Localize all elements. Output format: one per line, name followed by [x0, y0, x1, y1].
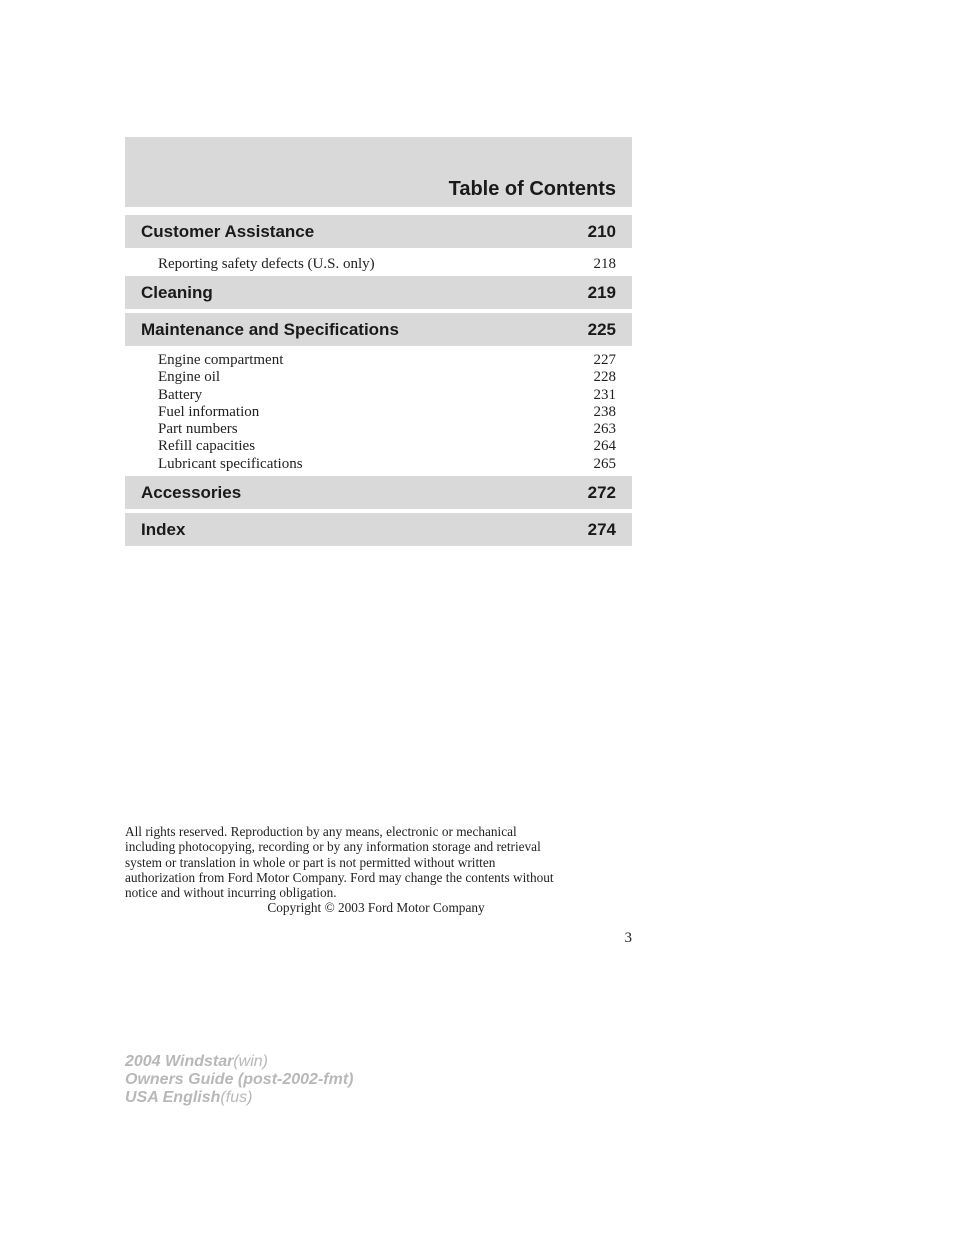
- toc-section-page: 210: [587, 222, 616, 241]
- footer-line-model: [125, 1053, 353, 1071]
- toc-entry-label: Lubricant specifications: [158, 455, 303, 472]
- footer-line-language: [125, 1089, 353, 1107]
- toc-entry-label: Battery: [158, 386, 203, 403]
- legal-line: including photocopying, recording or by any information storage and retrieval: [125, 839, 541, 855]
- footer-line-guide: Owners Guide (post-2002-fmt): [125, 1071, 354, 1088]
- toc-header-band: [125, 137, 632, 207]
- toc-entry[interactable]: [158, 456, 616, 473]
- toc-section-maintenance[interactable]: [125, 313, 632, 346]
- toc-entry[interactable]: [158, 404, 616, 421]
- toc-entry-label: Refill capacities: [158, 438, 256, 455]
- toc-section-label: Index: [141, 520, 186, 539]
- toc-section-page: 272: [587, 483, 616, 502]
- legal-line: authorization from Ford Motor Company. Ford may change the contents without: [125, 869, 554, 885]
- toc-section-page: 219: [587, 283, 616, 302]
- toc-entry[interactable]: [158, 438, 616, 455]
- legal-notice: [125, 824, 635, 900]
- footer-language: USA English: [125, 1089, 221, 1106]
- page-number: 3: [624, 930, 632, 946]
- toc-entry-page: 218: [593, 256, 616, 272]
- toc-entry-page: 264: [593, 438, 616, 455]
- footer-model: 2004 Windstar: [125, 1053, 234, 1070]
- toc-entry[interactable]: [158, 421, 616, 438]
- toc-entry-page: 228: [593, 369, 616, 386]
- toc-entry-page: 263: [593, 421, 616, 438]
- toc-entry-page: 238: [593, 403, 616, 420]
- toc-section-label: Maintenance and Specifications: [141, 320, 399, 339]
- toc-entry-label: Engine compartment: [158, 352, 284, 368]
- legal-line: system or translation in whole or part is not permitted without written: [125, 854, 496, 870]
- toc-entry[interactable]: [158, 387, 616, 404]
- toc-entry[interactable]: [158, 369, 616, 386]
- toc-entries-customer-assistance: [158, 256, 616, 273]
- toc-entry-label: Reporting safety defects (U.S. only): [158, 256, 375, 272]
- toc-section-cleaning[interactable]: [125, 276, 632, 309]
- legal-line: All rights reserved. Reproduction by any means, electronic or mechanical: [125, 824, 517, 839]
- toc-section-label: Customer Assistance: [141, 222, 315, 241]
- document-footer: [125, 1053, 353, 1107]
- toc-section-accessories[interactable]: [125, 476, 632, 509]
- page-title: Table of Contents: [448, 178, 616, 200]
- toc-entry[interactable]: [158, 352, 616, 369]
- toc-section-customer-assistance[interactable]: [125, 215, 632, 248]
- footer-model-code: (win): [233, 1053, 269, 1070]
- toc-entries-maintenance: [158, 352, 616, 473]
- toc-section-index[interactable]: [125, 513, 632, 546]
- toc-section-label: Accessories: [141, 483, 242, 502]
- toc-section-page: 274: [587, 520, 616, 539]
- toc-entry-label: Fuel information: [158, 403, 260, 420]
- legal-line: notice and without incurring obligation.: [125, 885, 337, 901]
- toc-section-label: Cleaning: [141, 283, 213, 302]
- toc-entry[interactable]: [158, 256, 616, 273]
- toc-entry-label: Part numbers: [158, 421, 238, 438]
- footer-language-code: (fus): [220, 1089, 253, 1106]
- toc-entry-page: 227: [593, 352, 616, 368]
- copyright-notice: Copyright © 2003 Ford Motor Company: [267, 900, 485, 915]
- toc-entry-label: Engine oil: [158, 369, 221, 386]
- toc-entry-page: 265: [593, 455, 616, 472]
- toc-entry-page: 231: [593, 386, 616, 403]
- toc-section-page: 225: [587, 320, 616, 339]
